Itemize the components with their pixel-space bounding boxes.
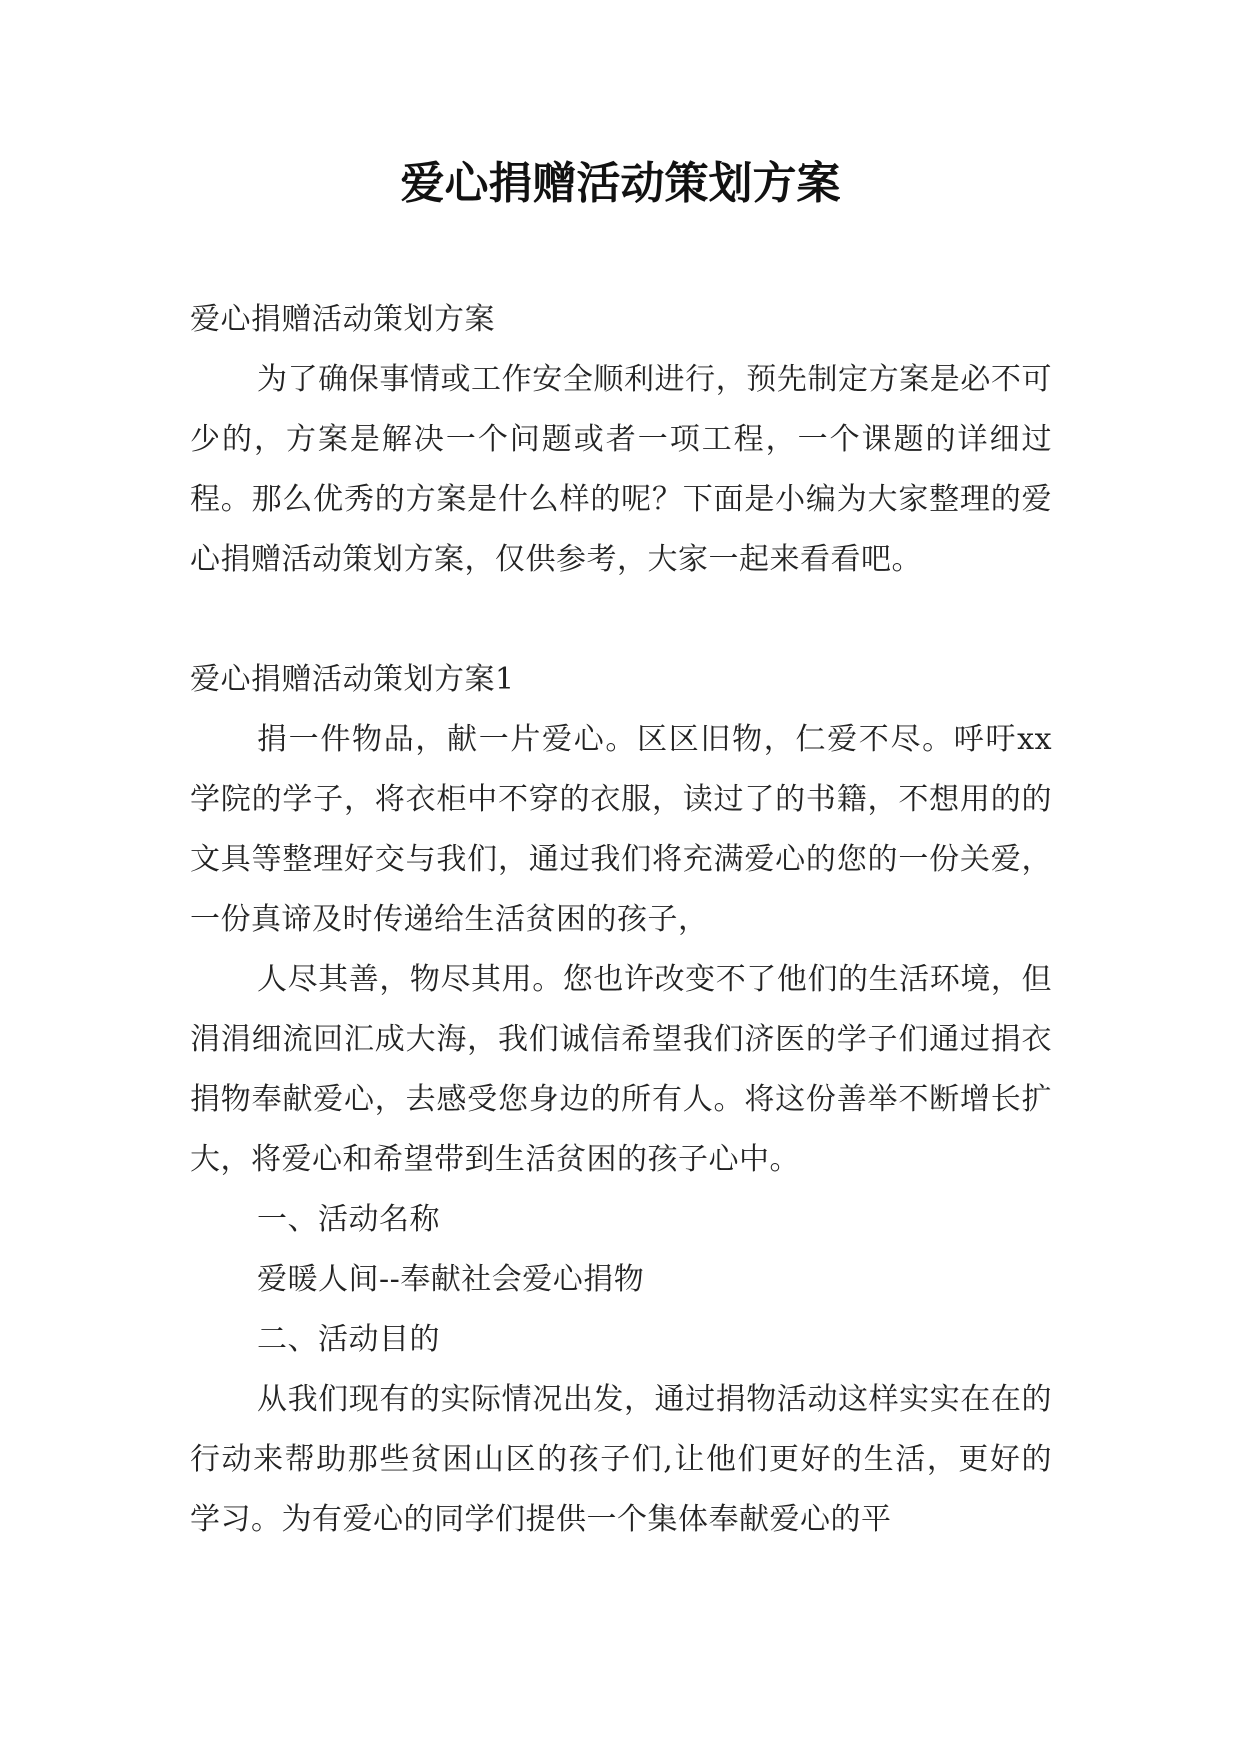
- body-paragraph: 捐一件物品，献一片爱心。区区旧物，仁爱不尽。呼吁xx学院的学子，将衣柜中不穿的衣服，读过了的书籍，不想用的的文具等整理好交与我们，通过我们将充满爱心的您的一份关爱，一份真谛及时传递给生活贫困的孩子，: [190, 722, 1052, 937]
- item-heading: 二、活动目的: [257, 1322, 440, 1357]
- item-text: 爱暖人间--奉献社会爱心捐物: [257, 1262, 645, 1297]
- spacer: [190, 590, 1052, 650]
- document-body: [190, 290, 1052, 1550]
- body-paragraph: 人尽其善，物尽其用。您也许改变不了他们的生活环境，但涓涓细流回汇成大海，我们诚信希望我们济医的学子们通过捐衣捐物奉献爱心，去感受您身边的所有人。将这份善举不断增长扩大，将爱心和希望带到生活贫困的孩子心中。: [190, 962, 1052, 1177]
- document-subtitle: 爱心捐赠活动策划方案: [190, 302, 495, 337]
- item-heading: 一、活动名称: [257, 1202, 440, 1237]
- body-paragraph: 从我们现有的实际情况出发，通过捐物活动这样实实在在的行动来帮助那些贫困山区的孩子们,让他们更好的生活，更好的学习。为有爱心的同学们提供一个集体奉献爱心的平: [190, 1382, 1052, 1537]
- intro-paragraph: 为了确保事情或工作安全顺利进行，预先制定方案是必不可少的，方案是解决一个问题或者一项工程，一个课题的详细过程。那么优秀的方案是什么样的呢？下面是小编为大家整理的爱心捐赠活动策划方案，仅供参考，大家一起来看看吧。: [190, 362, 1052, 577]
- document-title: 爱心捐赠活动策划方案: [400, 158, 841, 209]
- section-heading: 爱心捐赠活动策划方案1: [190, 662, 515, 697]
